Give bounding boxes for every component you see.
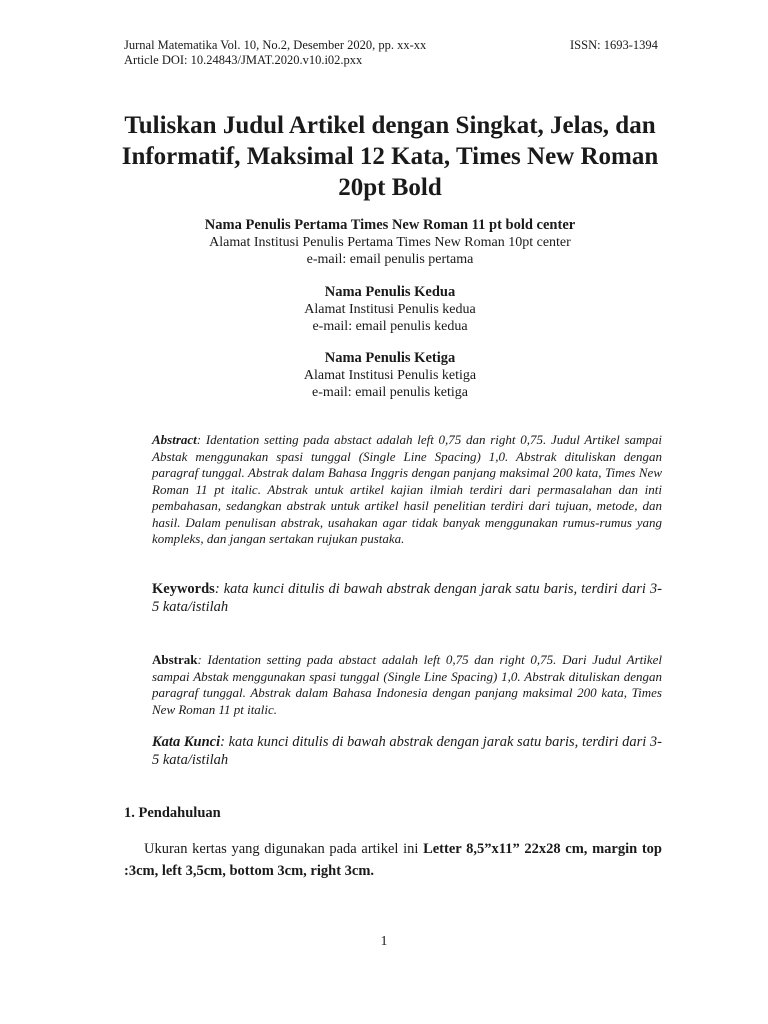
abstract-indonesian <box>152 652 662 718</box>
author-name: Nama Penulis Pertama Times New Roman 11 pt bold center <box>204 217 576 233</box>
keywords-indonesian <box>152 733 662 769</box>
author-email: e-mail: email penulis ketiga <box>312 385 468 400</box>
article-title: Tuliskan Judul Artikel dengan Singkat, Jelas, dan Informatif, Maksimal 12 Kata, Times New Roman 20pt Bold <box>121 112 659 201</box>
keywords-text: : kata kunci ditulis di bawah abstrak dengan jarak satu baris, terdiri dari 3-5 kata/istilah <box>152 581 662 615</box>
keywords-english <box>152 580 662 616</box>
author-institution: Alamat Institusi Penulis kedua <box>304 302 476 317</box>
page-number: 1 <box>380 934 388 949</box>
kata-kunci-text: : kata kunci ditulis di bawah abstrak dengan jarak satu baris, terdiri dari 3-5 kata/istilah <box>152 734 662 768</box>
doi-line: Article DOI: 10.24843/JMAT.2020.v10.i02.pxx <box>124 53 363 67</box>
abstract-english <box>152 432 662 548</box>
kata-kunci-label: Kata Kunci <box>152 734 221 750</box>
abstrak-label: Abstrak <box>152 652 198 667</box>
author-email: e-mail: email penulis pertama <box>306 252 474 267</box>
section-paragraph <box>124 838 662 882</box>
abstract-text: : Identation setting pada abstact adalah left 0,75 dan right 0,75. Judul Artikel sampai Abstak menggunakan spasi tunggal (Single Line Spacing) 1,0. Abstrak dituliskan dengan paragraf tunggal. Abstrak dalam Bahasa Inggris dengan panjang maksimal 200 kata, Times New Roman 11 pt italic. Abstrak untuk artikel kajian ilmiah terdiri dari permasalahan dan inti pembahasan, sedangkan abstrak untuk artikel hasil penelitian terdiri dari tujuan, metode, dan hasil. Dalam penulisan abstrak, usahakan agar tidak banyak menggunakan rumus-rumus yang kompleks, dan jangan sertakan rujukan pustaka. <box>152 432 662 546</box>
paragraph-text: Ukuran kertas yang digunakan pada artikel ini <box>144 841 424 857</box>
author-institution: Alamat Institusi Penulis ketiga <box>303 368 477 383</box>
abstrak-text: : Identation setting pada abstact adalah left 0,75 dan right 0,75. Dari Judul Artikel sampai Abstak menggunakan spasi tunggal (Single Line Spacing) 1,0. Abstrak dituliskan dengan paragraf tunggal. Abstrak dalam Bahasa Indonesia dengan panjang maksimal 200 kata, Times New Roman 11 pt italic. <box>152 652 662 717</box>
author-email: e-mail: email penulis kedua <box>312 319 468 334</box>
journal-line: Jurnal Matematika Vol. 10, No.2, Desember 2020, pp. xx-xx <box>124 38 427 52</box>
paragraph-bold-text: Letter 8,5”x11” 22x28 cm, margin top :3cm, left 3,5cm, bottom 3cm, right 3cm. <box>124 841 662 879</box>
section-heading: 1. Pendahuluan <box>124 805 221 821</box>
author-name: Nama Penulis Kedua <box>324 284 456 300</box>
author-block-2 <box>110 284 670 335</box>
abstract-label: Abstract <box>152 432 197 447</box>
author-block-1 <box>110 217 670 268</box>
author-institution: Alamat Institusi Penulis Pertama Times New Roman 10pt center <box>209 235 571 250</box>
keywords-label: Keywords <box>152 581 215 597</box>
author-block-3 <box>110 350 670 401</box>
author-name: Nama Penulis Ketiga <box>324 350 456 366</box>
issn: ISSN: 1693-1394 <box>570 38 658 52</box>
running-header <box>124 38 426 68</box>
